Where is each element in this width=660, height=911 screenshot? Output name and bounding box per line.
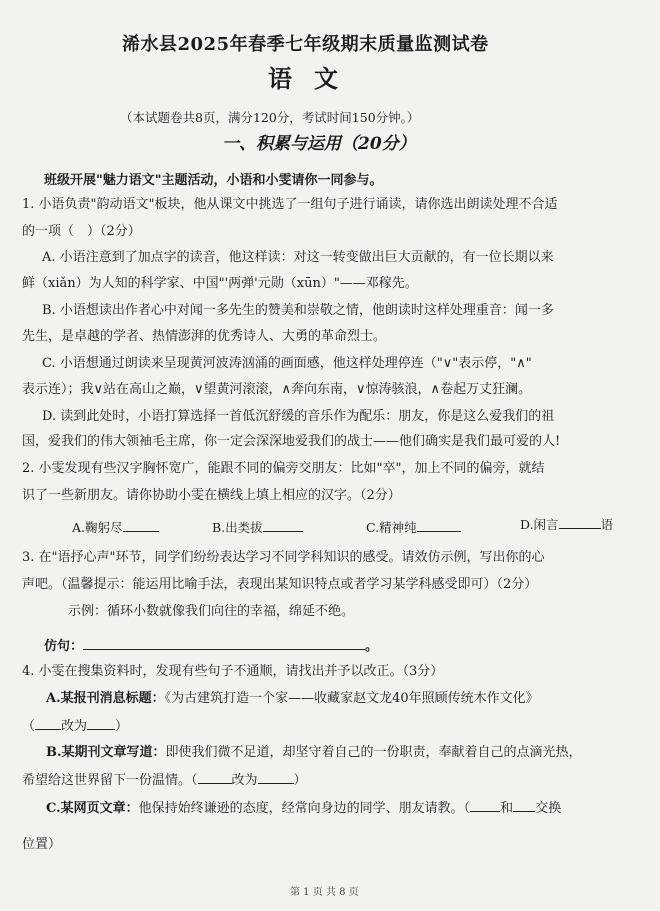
q3-answer-blank[interactable] bbox=[83, 637, 365, 650]
q2-stem-line2: 识了一些新朋友。请你协助小雯在横线上填上相应的汉字。（2分） bbox=[22, 488, 401, 503]
q4-item-a: A.某报刊消息标题：《为古建筑打造一个家——收藏家赵文龙40年照顾传统木作文化》 bbox=[46, 691, 539, 706]
q2-option-a: A.鞠躬尽 bbox=[72, 519, 159, 537]
q4-a-blank-to[interactable] bbox=[87, 717, 115, 730]
q2-option-b: B.出类拔 bbox=[212, 519, 303, 537]
page-footer: 第 1 页 共 8 页 bbox=[290, 887, 359, 898]
q4-item-a-fix: （ 改为 ） bbox=[22, 719, 129, 734]
q3-stem-line2: 声吧。（温馨提示：能运用比喻手法，表现出某知识特点或者学习某学科感受即可）（2分） bbox=[22, 577, 538, 592]
q1-option-d-line1: D. 读到此处时，小语打算选择一首低沉舒缓的音乐作为配乐：朋友，你是这么爱我们的祖 bbox=[42, 409, 555, 424]
q1-option-b-line2: 先生，是卓越的学者、热情澎湃的优秀诗人、大勇的革命烈士。 bbox=[22, 329, 387, 344]
q4-stem: 4. 小雯在搜集资料时，发现有些句子不通顺，请找出并予以改正。（3分） bbox=[22, 664, 444, 679]
q4-item-b: B.某期刊文章写道：即使我们微不足道，却坚守着自己的一份职责，奉献着自己的点滴光热， bbox=[46, 745, 582, 760]
q2-blank-a[interactable] bbox=[123, 519, 159, 532]
subject-title: 语文 bbox=[268, 64, 360, 93]
exam-note: （本试题卷共8页，满分120分，考试时间150分钟。） bbox=[120, 110, 420, 125]
q4-item-c: C.某网页文章：他保持始终谦逊的态度，经常向身边的同学、朋友请教。（ 和 交换 bbox=[46, 801, 562, 816]
q1-option-d-line2: 国，爱我们的伟大领袖毛主席，你一定会深深地爱我们的战士——他们确实是我们最可爱的人! bbox=[22, 434, 561, 449]
q3-example: 示例：循环小数就像我们向往的幸福，绵延不绝。 bbox=[68, 604, 355, 619]
q1-option-b-line1: B. 小语想读出作者心中对闻一多先生的赞美和崇敬之情，他朗读时这样处理重音：闻一多 bbox=[42, 303, 554, 318]
q2-blank-d[interactable] bbox=[559, 516, 601, 529]
q1-stem-line1: 1. 小语负责"韵动语文"板块，他从课文中挑选了一组句子进行诵读，请你选出朗读处理不合适 bbox=[22, 197, 558, 212]
q4-b-blank-to[interactable] bbox=[258, 771, 294, 784]
exam-title: 浠水县2025年春季七年级期末质量监测试卷 bbox=[122, 34, 489, 55]
q2-stem-line1: 2. 小雯发现有些汉字胸怀宽广，能跟不同的偏旁交朋友：比如"卒"，加上不同的偏旁，就结 bbox=[22, 461, 545, 476]
q1-option-c-line1: C. 小语想通过朗读来呈现黄河波涛汹涌的画面感，他这样处理停连（"∨"表示停，"∧" bbox=[42, 356, 532, 371]
q3-stem-line1: 3. 在"语抒心声"环节，同学们纷纷表达学习不同学科知识的感受。请效仿示例，写出你的心 bbox=[22, 550, 545, 565]
q1-option-a-line2: 鲜（xiǎn）为人知的科学家、中国"'两弹'元勋（xūn）"——邓稼先。 bbox=[22, 276, 418, 291]
section-heading: 一、积累与运用（20分） bbox=[222, 134, 416, 154]
q4-item-c-line2: 位置） bbox=[22, 837, 62, 852]
q2-option-c: C.精神纯 bbox=[366, 519, 461, 537]
q3-imitate: 仿句： 。 bbox=[44, 639, 379, 654]
q1-option-a-line1: A. 小语注意到了加点字的读音，他这样读：对这一转变做出巨大贡献的，有一位长期以来 bbox=[42, 250, 554, 265]
q4-b-blank-from[interactable] bbox=[198, 771, 232, 784]
q4-c-blank-1[interactable] bbox=[470, 799, 500, 812]
activity-intro: 班级开展"魅力语文"主题活动，小语和小雯请你一同参与。 bbox=[44, 173, 383, 188]
q2-blank-c[interactable] bbox=[417, 519, 461, 532]
q2-blank-b[interactable] bbox=[263, 519, 303, 532]
q1-option-c-line2: 表示连）；我∨站在高山之巅，∨望黄河滚滚，∧奔向东南，∨惊涛骇浪，∧卷起万丈狂澜。 bbox=[22, 382, 532, 397]
q1-stem-line2: 的一项（ ）（2分） bbox=[22, 224, 141, 239]
q4-a-blank-from[interactable] bbox=[35, 717, 61, 730]
q2-option-d: D.闲言 语 bbox=[520, 517, 614, 532]
q4-item-b-fix: 希望给这世界留下一份温情。（ 改为 ） bbox=[22, 773, 307, 788]
q4-c-blank-2[interactable] bbox=[513, 799, 535, 812]
